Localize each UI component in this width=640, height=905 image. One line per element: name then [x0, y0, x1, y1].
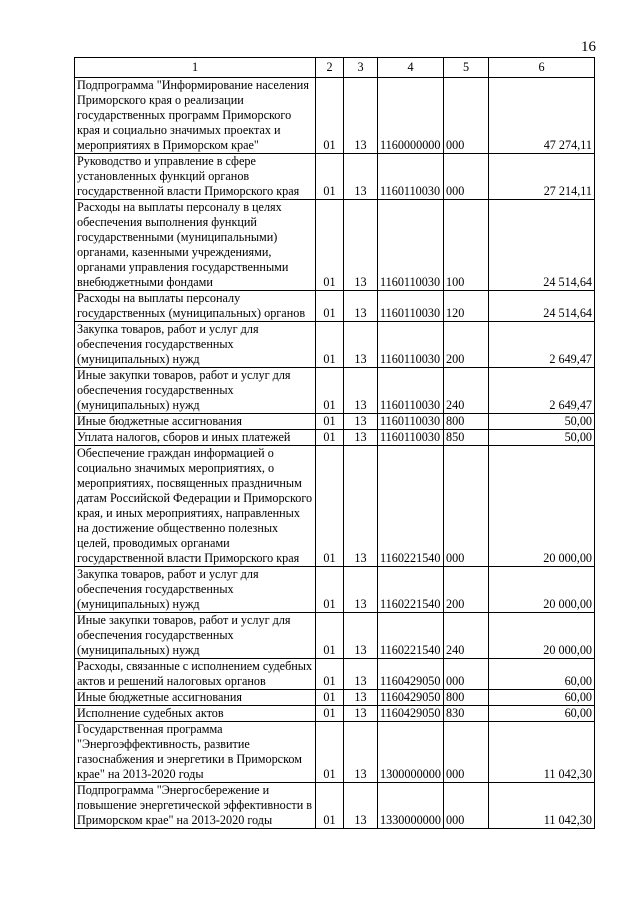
row-subsection: 13 [344, 430, 378, 446]
page-number: 16 [581, 39, 596, 55]
row-expense-type: 000 [444, 722, 489, 783]
row-amount: 11 042,30 [489, 722, 595, 783]
row-section: 01 [316, 291, 344, 322]
row-amount: 20 000,00 [489, 446, 595, 567]
row-expense-type: 000 [444, 154, 489, 200]
row-amount: 50,00 [489, 430, 595, 446]
row-section: 01 [316, 659, 344, 690]
row-amount: 24 514,64 [489, 291, 595, 322]
row-subsection: 13 [344, 722, 378, 783]
row-name: Руководство и управление в сфере установленных функций органов государственной власти Приморского края [75, 154, 316, 200]
row-amount: 60,00 [489, 690, 595, 706]
row-subsection: 13 [344, 706, 378, 722]
row-expense-type: 200 [444, 567, 489, 613]
table-row [75, 783, 595, 829]
row-section: 01 [316, 78, 344, 154]
row-target-code: 1160000000 [378, 78, 444, 154]
row-target-code: 1160110030 [378, 154, 444, 200]
table-row [75, 613, 595, 659]
row-expense-type: 000 [444, 783, 489, 829]
header-cell-4: 4 [378, 58, 444, 78]
row-expense-type: 240 [444, 613, 489, 659]
row-subsection: 13 [344, 154, 378, 200]
row-expense-type: 240 [444, 368, 489, 414]
header-cell-1: 1 [75, 58, 316, 78]
row-target-code: 1160110030 [378, 200, 444, 291]
row-target-code: 1160110030 [378, 322, 444, 368]
row-subsection: 13 [344, 446, 378, 567]
row-name: Подпрограмма "Информирование населения Приморского края о реализации государственных программ Приморского края и социально значимых проектах и мероприятиях в Приморском крае" [75, 78, 316, 154]
row-subsection: 13 [344, 659, 378, 690]
row-amount: 27 214,11 [489, 154, 595, 200]
row-expense-type: 000 [444, 78, 489, 154]
row-amount: 60,00 [489, 659, 595, 690]
row-subsection: 13 [344, 291, 378, 322]
row-name: Иные бюджетные ассигнования [75, 414, 316, 430]
row-amount: 11 042,30 [489, 783, 595, 829]
row-subsection: 13 [344, 368, 378, 414]
row-section: 01 [316, 706, 344, 722]
row-target-code: 1160110030 [378, 291, 444, 322]
row-expense-type: 800 [444, 690, 489, 706]
row-section: 01 [316, 154, 344, 200]
row-target-code: 1160429050 [378, 706, 444, 722]
row-amount: 2 649,47 [489, 368, 595, 414]
table-row [75, 690, 595, 706]
row-name: Подпрограмма "Энергосбережение и повышение энергетической эффективности в Приморском крае" на 2013-2020 годы [75, 783, 316, 829]
row-target-code: 1160221540 [378, 567, 444, 613]
row-name: Расходы на выплаты персоналу в целях обеспечения выполнения функций государственными (муниципальными) органами, казенными учреждениями, органами управления государственными внебюджетными фондами [75, 200, 316, 291]
table-body [75, 78, 595, 829]
row-subsection: 13 [344, 200, 378, 291]
budget-table [74, 57, 595, 829]
table-row [75, 200, 595, 291]
row-name: Закупка товаров, работ и услуг для обеспечения государственных (муниципальных) нужд [75, 322, 316, 368]
row-subsection: 13 [344, 690, 378, 706]
table-row [75, 567, 595, 613]
row-amount: 20 000,00 [489, 567, 595, 613]
table-row [75, 322, 595, 368]
row-expense-type: 200 [444, 322, 489, 368]
row-target-code: 1160429050 [378, 659, 444, 690]
row-section: 01 [316, 414, 344, 430]
table-row [75, 414, 595, 430]
row-subsection: 13 [344, 322, 378, 368]
row-expense-type: 100 [444, 200, 489, 291]
row-name: Иные закупки товаров, работ и услуг для обеспечения государственных (муниципальных) нужд [75, 368, 316, 414]
table-row [75, 368, 595, 414]
table-row [75, 291, 595, 322]
row-section: 01 [316, 446, 344, 567]
row-section: 01 [316, 430, 344, 446]
row-section: 01 [316, 368, 344, 414]
row-name: Обеспечение граждан информацией о социально значимых мероприятиях, о мероприятиях, посвященных праздничным датам Российской Федерации и Приморского края, и иных мероприятиях, направленных на достижение общественно полезных целей, проводимых органами государственной власти Приморского края [75, 446, 316, 567]
row-name: Исполнение судебных актов [75, 706, 316, 722]
row-name: Иные бюджетные ассигнования [75, 690, 316, 706]
row-section: 01 [316, 613, 344, 659]
row-amount: 2 649,47 [489, 322, 595, 368]
row-target-code: 1160221540 [378, 613, 444, 659]
row-expense-type: 830 [444, 706, 489, 722]
table-row [75, 154, 595, 200]
row-section: 01 [316, 322, 344, 368]
row-amount: 24 514,64 [489, 200, 595, 291]
header-cell-3: 3 [344, 58, 378, 78]
row-expense-type: 800 [444, 414, 489, 430]
row-section: 01 [316, 722, 344, 783]
row-section: 01 [316, 690, 344, 706]
row-amount: 20 000,00 [489, 613, 595, 659]
row-target-code: 1330000000 [378, 783, 444, 829]
row-amount: 50,00 [489, 414, 595, 430]
row-amount: 60,00 [489, 706, 595, 722]
row-name: Государственная программа "Энергоэффективность, развитие газоснабжения и энергетики в Приморском крае" на 2013-2020 годы [75, 722, 316, 783]
header-cell-5: 5 [444, 58, 489, 78]
table-row [75, 722, 595, 783]
row-amount: 47 274,11 [489, 78, 595, 154]
row-name: Иные закупки товаров, работ и услуг для обеспечения государственных (муниципальных) нужд [75, 613, 316, 659]
row-name: Уплата налогов, сборов и иных платежей [75, 430, 316, 446]
header-cell-2: 2 [316, 58, 344, 78]
row-expense-type: 120 [444, 291, 489, 322]
table-row [75, 706, 595, 722]
row-subsection: 13 [344, 613, 378, 659]
row-target-code: 1160110030 [378, 414, 444, 430]
row-target-code: 1300000000 [378, 722, 444, 783]
table-row [75, 78, 595, 154]
row-expense-type: 000 [444, 659, 489, 690]
row-target-code: 1160110030 [378, 430, 444, 446]
row-target-code: 1160221540 [378, 446, 444, 567]
row-section: 01 [316, 783, 344, 829]
row-subsection: 13 [344, 567, 378, 613]
row-target-code: 1160110030 [378, 368, 444, 414]
row-section: 01 [316, 200, 344, 291]
row-section: 01 [316, 567, 344, 613]
row-subsection: 13 [344, 78, 378, 154]
row-name: Закупка товаров, работ и услуг для обеспечения государственных (муниципальных) нужд [75, 567, 316, 613]
table-row [75, 446, 595, 567]
row-subsection: 13 [344, 783, 378, 829]
header-cell-6: 6 [489, 58, 595, 78]
header-row [75, 58, 595, 78]
table-row [75, 659, 595, 690]
row-expense-type: 850 [444, 430, 489, 446]
row-expense-type: 000 [444, 446, 489, 567]
row-name: Расходы на выплаты персоналу государственных (муниципальных) органов [75, 291, 316, 322]
row-target-code: 1160429050 [378, 690, 444, 706]
table-row [75, 430, 595, 446]
row-name: Расходы, связанные с исполнением судебных актов и решений налоговых органов [75, 659, 316, 690]
row-subsection: 13 [344, 414, 378, 430]
